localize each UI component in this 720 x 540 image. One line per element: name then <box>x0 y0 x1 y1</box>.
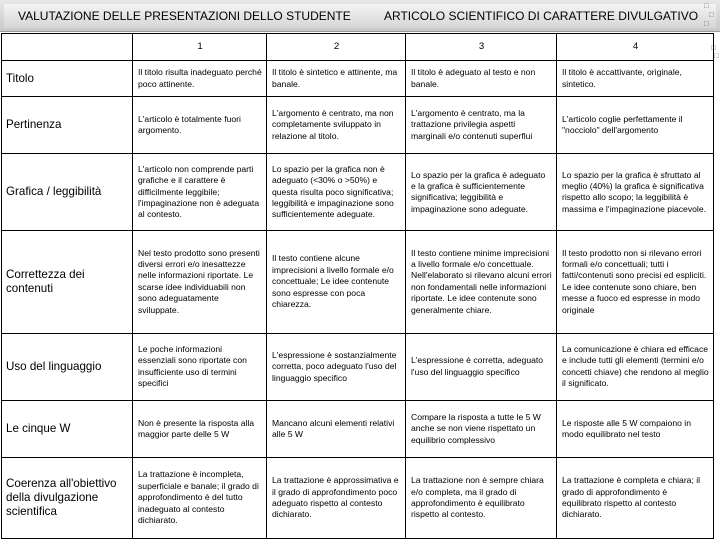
side-square-icon-2: □ <box>714 51 719 60</box>
table-row <box>2 154 714 231</box>
rubric-cell: Il titolo risulta inadeguato perché poco attinente. <box>133 61 267 96</box>
criterion-label: Grafica / leggibilità <box>2 154 133 231</box>
rubric-cell: La trattazione è completa e chiara; il grado di approfondimento è equilibrato rispetto al contesto dichiarato. <box>557 457 714 538</box>
rubric-cell: L'espressione è corretta, adeguato l'uso del linguaggio specifico <box>406 333 557 401</box>
table-row <box>2 333 714 401</box>
rubric-cell: Non è presente la risposta alla maggior parte delle 5 W <box>133 401 267 458</box>
criterion-label: Uso del linguaggio <box>2 333 133 401</box>
rubric-cell: Le risposte alle 5 W compaiono in modo equilibrato nel testo <box>557 401 714 458</box>
rubric-cell: La comunicazione è chiara ed efficace e include tutti gli elementi (termini e/o concetti chiave) che rendono al meglio il significato. <box>557 333 714 401</box>
rubric-cell: Nel testo prodotto sono presenti diversi errori e/o inesattezze nelle informazioni riportate. Le scarse idee individuabili non sono adeguatamente sviluppate. <box>133 231 267 333</box>
rubric-cell: Il testo contiene alcune imprecisioni a livello formale e/o concettuale; Le idee contenute sono espresse con poca chiarezza. <box>267 231 406 333</box>
table-row <box>2 457 714 538</box>
rubric-cell: Il titolo è sintetico e attinente, ma banale. <box>267 61 406 96</box>
rubric-cell: L'articolo non comprende parti grafiche e il carattere è difficilmente leggibile; l'impaginazione non è adeguata al contesto. <box>133 154 267 231</box>
rubric-cell: Compare la risposta a tutte le 5 W anche se non viene rispettato un equilibrio complessivo <box>406 401 557 458</box>
level-header: 4 <box>557 34 714 61</box>
criterion-label: Pertinenza <box>2 96 133 154</box>
criterion-label: Le cinque W <box>2 401 133 458</box>
table-row <box>2 96 714 154</box>
rubric-cell: Il titolo è adeguato al testo e non banale. <box>406 61 557 96</box>
level-header: 2 <box>267 34 406 61</box>
corner-square-icon: □ <box>704 1 709 10</box>
rubric-cell: L'argomento è centrato, ma la trattazione privilegia aspetti marginali e/o contenuti superflui <box>406 96 557 154</box>
corner-square-icon-3: □ <box>704 19 709 28</box>
level-header: 1 <box>133 34 267 61</box>
rubric-table <box>1 33 714 539</box>
rubric-cell: L'argomento è centrato, ma non completamente sviluppato in relazione al titolo. <box>267 96 406 154</box>
rubric-cell: La trattazione non è sempre chiara e/o completa, ma il grado di approfondimento è equilibrato rispetto al contesto. <box>406 457 557 538</box>
rubric-cell: Lo spazio per la grafica è adeguato e la grafica è sufficientemente significativa; leggibilità e impaginazione sono adeguate. <box>406 154 557 231</box>
criterion-label: Coerenza all'obiettivo della divulgazione scientifica <box>2 457 133 538</box>
table-row <box>2 231 714 333</box>
rubric-cell: Lo spazio per la grafica non è adeguato (<30% o >50%) e questa risulta poco significativa; leggibilità e impaginazione sono sufficientemente adeguate. <box>267 154 406 231</box>
rubric-cell: La trattazione è incompleta, superficiale e banale; il grado di approfondimento è del tutto inadeguato al contesto dichiarato. <box>133 457 267 538</box>
rubric-cell: Lo spazio per la grafica è sfruttato al meglio (40%) la grafica è significativa rispetto allo scopo; la leggibilità è massima e l'impaginazione piacevole. <box>557 154 714 231</box>
page-title: VALUTAZIONE DELLE PRESENTAZIONI DELLO STUDENTE <box>18 9 351 23</box>
level-header: 3 <box>406 34 557 61</box>
table-row <box>2 61 714 96</box>
rubric-cell: Il testo contiene minime imprecisioni a livello formale e/o concettuale. Nell'elaborato si rilevano alcuni errori non fondamentali nelle informazioni riportate. Le idee contenute sono generalmente chiare. <box>406 231 557 333</box>
rubric-cell: Il titolo è accattivante, originale, sintetico. <box>557 61 714 96</box>
rubric-cell: Il testo prodotto non si rilevano errori formali e/o concettuali; tutti i fatti/contenuti sono precisi ed espliciti. Le idee contenute sono chiare, ben messe a fuoco ed espresse in modo originale <box>557 231 714 333</box>
rubric-cell: L'espressione è sostanzialmente corretta, poco adeguato l'uso del linguaggio specifico <box>267 333 406 401</box>
rubric-cell: L'articolo è totalmente fuori argomento. <box>133 96 267 154</box>
rubric-cell: Le poche informazioni essenziali sono riportate con insufficiente uso di termini specifici <box>133 333 267 401</box>
document-type-title: ARTICOLO SCIENTIFICO DI CARATTERE DIVULGATIVO <box>384 9 699 23</box>
criterion-label: Titolo <box>2 61 133 96</box>
criterion-label: Correttezza dei contenuti <box>2 231 133 333</box>
rubric-cell: Mancano alcuni elementi relativi alle 5 W <box>267 401 406 458</box>
rubric-cell: La trattazione è approssimativa e il grado di approfondimento poco adeguato rispetto al contesto dichiarato. <box>267 457 406 538</box>
level-header-row <box>2 34 714 61</box>
title-bar <box>0 0 720 32</box>
corner-cell <box>2 34 133 61</box>
table-row <box>2 401 714 458</box>
corner-square-icon-2: □ <box>709 10 714 19</box>
rubric-cell: L'articolo coglie perfettamente il "nocciolo" dell'argomento <box>557 96 714 154</box>
side-square-icon: □ <box>711 43 716 52</box>
